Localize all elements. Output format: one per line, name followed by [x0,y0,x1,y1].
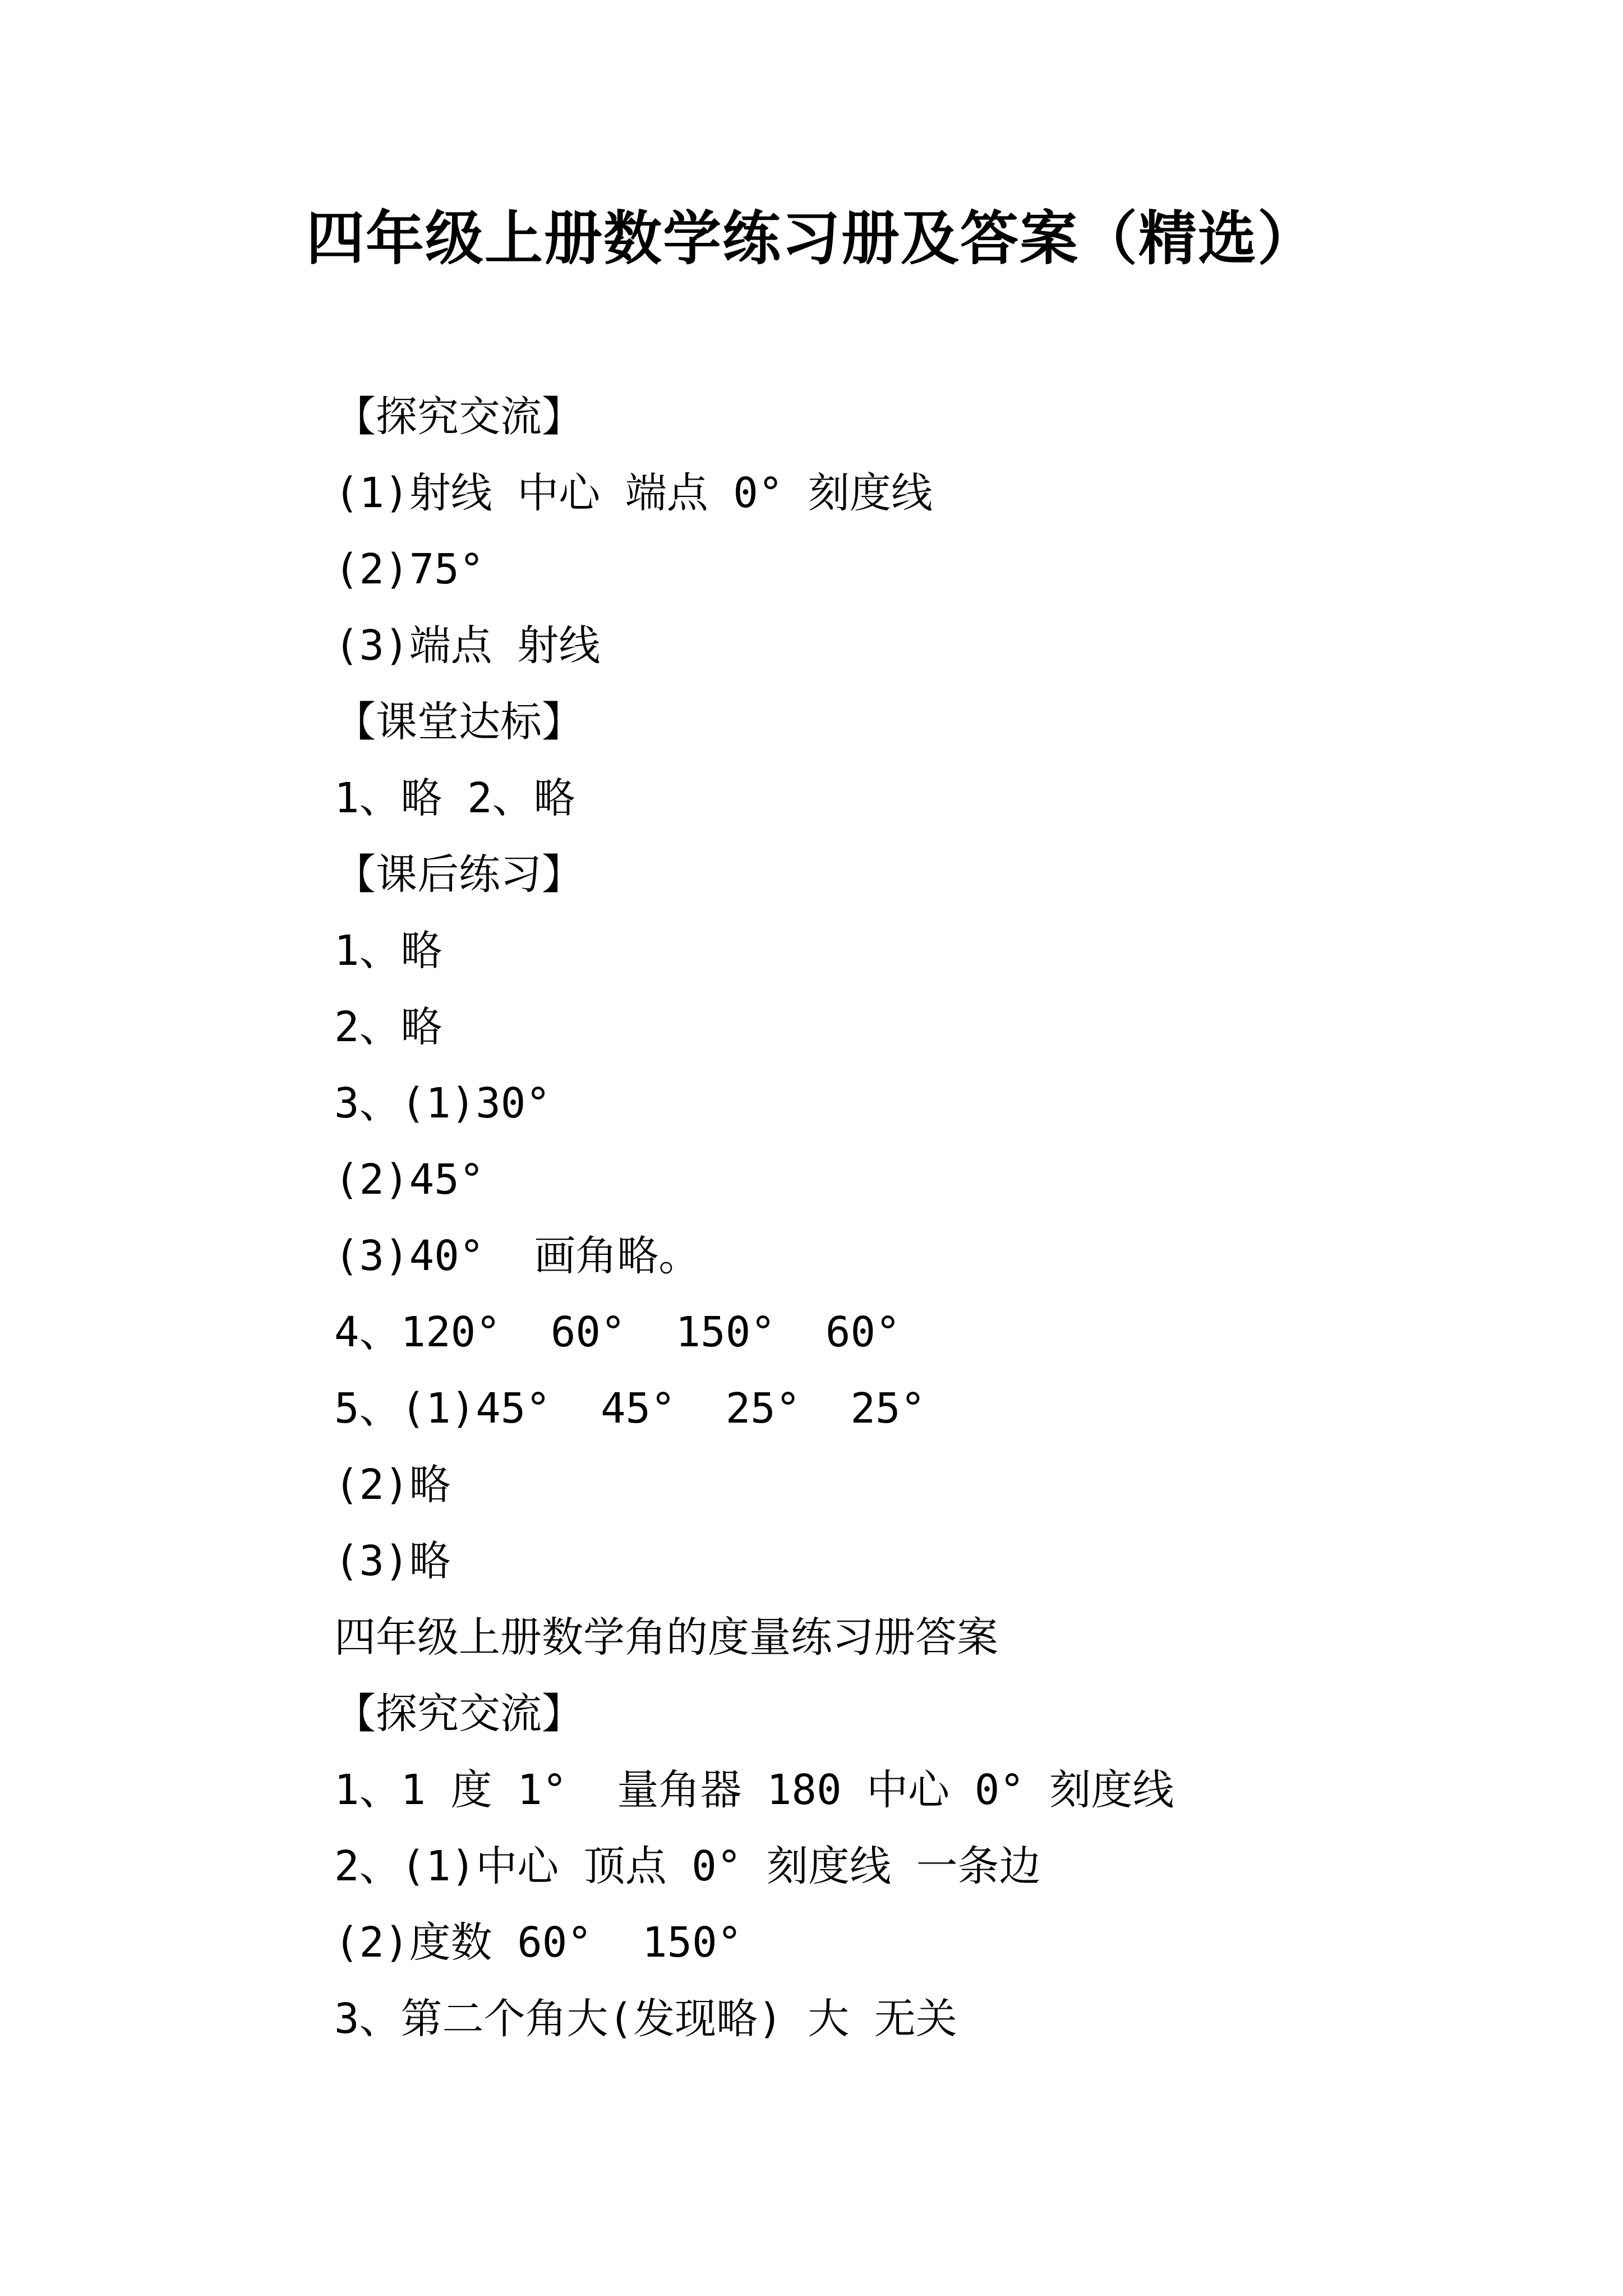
answer-line: 3、第二个角大(发现略) 大 无关 [334,1995,957,2043]
section-heading-classroom: 【课堂达标】 [334,698,583,746]
answer-line: (1)射线 中心 端点 0° 刻度线 [334,469,933,517]
answer-line: 2、(1)中心 顶点 0° 刻度线 一条边 [334,1842,1041,1890]
answer-line: 1、略 2、略 [334,774,575,822]
answer-line: (2)略 [334,1461,451,1509]
answer-line: (3)端点 射线 [334,622,601,670]
answer-line: 5、(1)45° 45° 25° 25° [334,1384,926,1433]
answer-line: 2、略 [334,1003,442,1051]
section-heading-explore: 【探究交流】 [334,1690,583,1738]
answer-line: (3)40° 画角略。 [334,1232,700,1280]
answer-line: 3、(1)30° [334,1079,551,1128]
section-heading-homework: 【课后练习】 [334,850,583,899]
answer-line: 1、1 度 1° 量角器 180 中心 0° 刻度线 [334,1766,1174,1814]
answer-line: (3)略 [334,1537,451,1585]
answer-line: (2)75° [334,545,485,593]
answer-line: 1、略 [334,927,442,975]
answer-line: (2)度数 60° 150° [334,1918,743,1967]
document-title: 四年级上册数学练习册及答案（精选） [306,204,1317,273]
answer-list [334,379,1174,2057]
answer-line: 4、120° 60° 150° 60° [334,1308,901,1356]
subtitle-angle-measurement: 四年级上册数学角的度量练习册答案 [334,1613,998,1662]
answer-line: (2)45° [334,1156,485,1204]
section-heading-explore: 【探究交流】 [334,393,583,441]
